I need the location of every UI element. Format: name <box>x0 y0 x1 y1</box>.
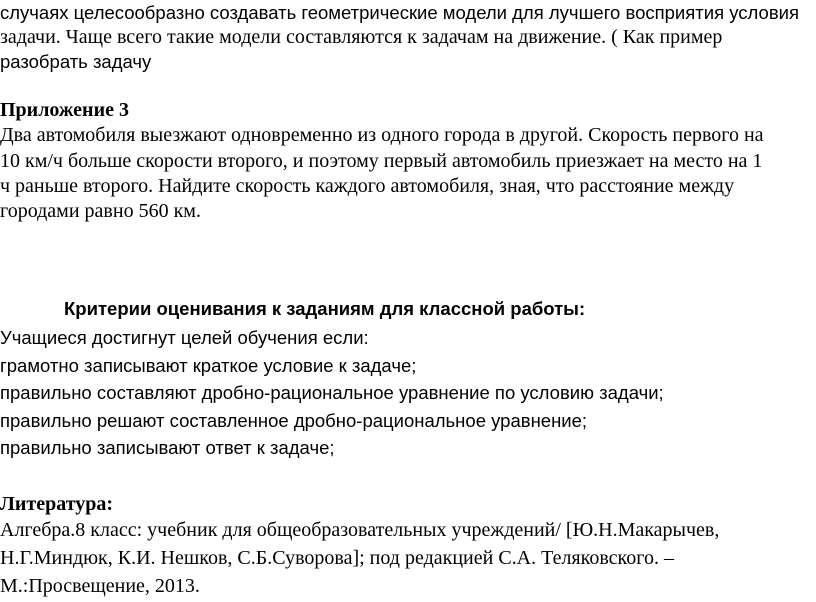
intro-line: задачи. Чаще всего такие модели составляются к задачам на движение. ( Как пример <box>0 26 723 48</box>
appendix-heading: Приложение 3 <box>0 99 129 121</box>
criteria-item: грамотно записывают краткое условие к задаче; <box>0 355 417 376</box>
literature-line: Н.Г.Миндюк, К.И. Нешков, С.Б.Суворова]; под редакцией С.А. Теляковского. – <box>0 547 674 569</box>
intro-line: разобрать задачу <box>0 51 152 72</box>
appendix-line: Два автомобиля выезжают одновременно из одного города в другой. Скорость первого на <box>0 124 764 146</box>
literature-heading: Литература: <box>0 493 114 515</box>
criteria-item: правильно составляют дробно-рациональное уравнение по условию задачи; <box>0 382 664 403</box>
criteria-item: правильно записывают ответ к задаче; <box>0 437 335 458</box>
appendix-line: 10 км/ч больше скорости второго, и поэтому первый автомобиль приезжает на место на 1 <box>0 150 763 172</box>
criteria-intro: Учащиеся достигнут целей обучения если: <box>0 327 369 348</box>
criteria-item: правильно решают составленное дробно-рациональное уравнение; <box>0 410 588 431</box>
appendix-line: городами равно 560 км. <box>0 200 201 222</box>
appendix-line: ч раньше второго. Найдите скорость каждого автомобиля, зная, что расстояние между <box>0 175 735 197</box>
intro-line: случаях целесообразно создавать геометрические модели для лучшего восприятия условия <box>0 2 800 23</box>
literature-line: Алгебра.8 класс: учебник для общеобразовательных учреждений/ [Ю.Н.Макарычев, <box>0 519 720 541</box>
literature-line: М.:Просвещение, 2013. <box>0 575 200 597</box>
criteria-heading: Критерии оценивания к заданиям для классной работы: <box>64 298 586 319</box>
